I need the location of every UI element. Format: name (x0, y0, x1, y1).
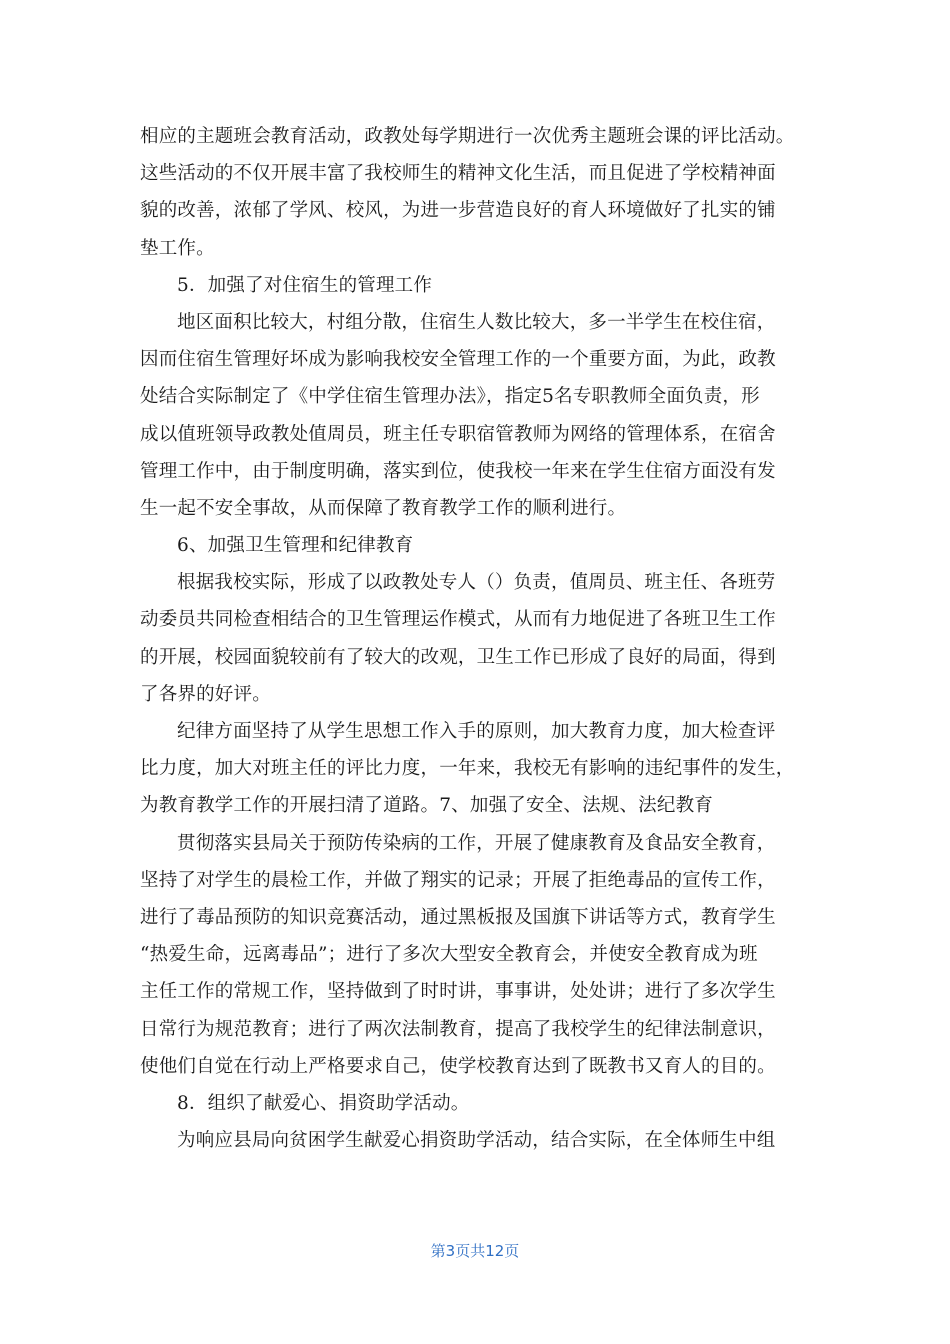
text-line: 根据我校实际，形成了以政教处专人（）负责，值周员、班主任、各班劳 (177, 572, 776, 594)
page-number-footer: 第3页共12页 (430, 1242, 520, 1260)
text-line: 的开展，校园面貌较前有了较大的改观，卫生工作已形成了良好的局面，得到 (140, 646, 776, 668)
text-line: 日常行为规范教育；进行了两次法制教育，提高了我校学生的纪律法制意识， (140, 1018, 776, 1040)
text-line: 主任工作的常规工作，坚持做到了时时讲，事事讲，处处讲；进行了多次学生 (140, 981, 776, 1003)
text-line: 6、加强卫生管理和纪律教育 (177, 535, 414, 557)
text-line: 因而住宿生管理好坏成为影响我校安全管理工作的一个重要方面，为此，政教 (140, 349, 776, 371)
text-line: 8．组织了献爱心、捐资助学活动。 (177, 1092, 470, 1114)
text-line: 为教育教学工作的开展扫清了道路。7、加强了安全、法规、法纪教育 (140, 795, 713, 817)
text-line: 生一起不安全事故，从而保障了教育教学工作的顺利进行。 (140, 497, 627, 519)
text-line: 动委员共同检查相结合的卫生管理运作模式，从而有力地促进了各班卫生工作 (140, 609, 776, 631)
text-line: 比力度，加大对班主任的评比力度，一年来，我校无有影响的违纪事件的发生， (140, 758, 795, 780)
text-line: 了各界的好评。 (140, 683, 271, 705)
text-line: 管理工作中，由于制度明确，落实到位，使我校一年来在学生住宿方面没有发 (140, 460, 776, 482)
text-line: 地区面积比较大，村组分散，住宿生人数比较大，多一半学生在校住宿， (177, 311, 776, 333)
text-line: 相应的主题班会教育活动，政教处每学期进行一次优秀主题班会课的评比活动。 (140, 126, 795, 147)
text-line: 为响应县局向贫困学生献爱心捐资助学活动，结合实际，在全体师生中组 (177, 1130, 776, 1152)
text-line: 贯彻落实县局关于预防传染病的工作，开展了健康教育及食品安全教育， (177, 832, 776, 854)
text-line: 使他们自觉在行动上严格要求自己，使学校教育达到了既教书又育人的目的。 (140, 1055, 776, 1077)
text-line: 垫工作。 (140, 237, 215, 259)
text-line: 进行了毒品预防的知识竞赛活动，通过黑板报及国旗下讲话等方式，教育学生 (140, 906, 776, 928)
document-body (140, 118, 816, 1159)
text-line: 成以值班领导政教处值周员，班主任专职宿管教师为网络的管理体系，在宿舍 (140, 423, 776, 445)
text-line: “热爱生命，远离毒品”；进行了多次大型安全教育会，并使安全教育成为班 (140, 944, 758, 966)
text-line: 纪律方面坚持了从学生思想工作入手的原则，加大教育力度，加大检查评 (177, 721, 776, 742)
text-line: 坚持了对学生的晨检工作，并做了翔实的记录；开展了拒绝毒品的宣传工作， (140, 869, 776, 891)
text-line: 貌的改善，浓郁了学风、校风，为进一步营造良好的育人环境做好了扎实的铺 (140, 200, 776, 222)
text-line: 处结合实际制定了《中学住宿生管理办法》，指定5名专职教师全面负责，形 (140, 386, 760, 408)
text-line: 5．加强了对住宿生的管理工作 (177, 274, 433, 296)
text-line: 这些活动的不仅开展丰富了我校师生的精神文化生活，而且促进了学校精神面 (140, 163, 776, 185)
